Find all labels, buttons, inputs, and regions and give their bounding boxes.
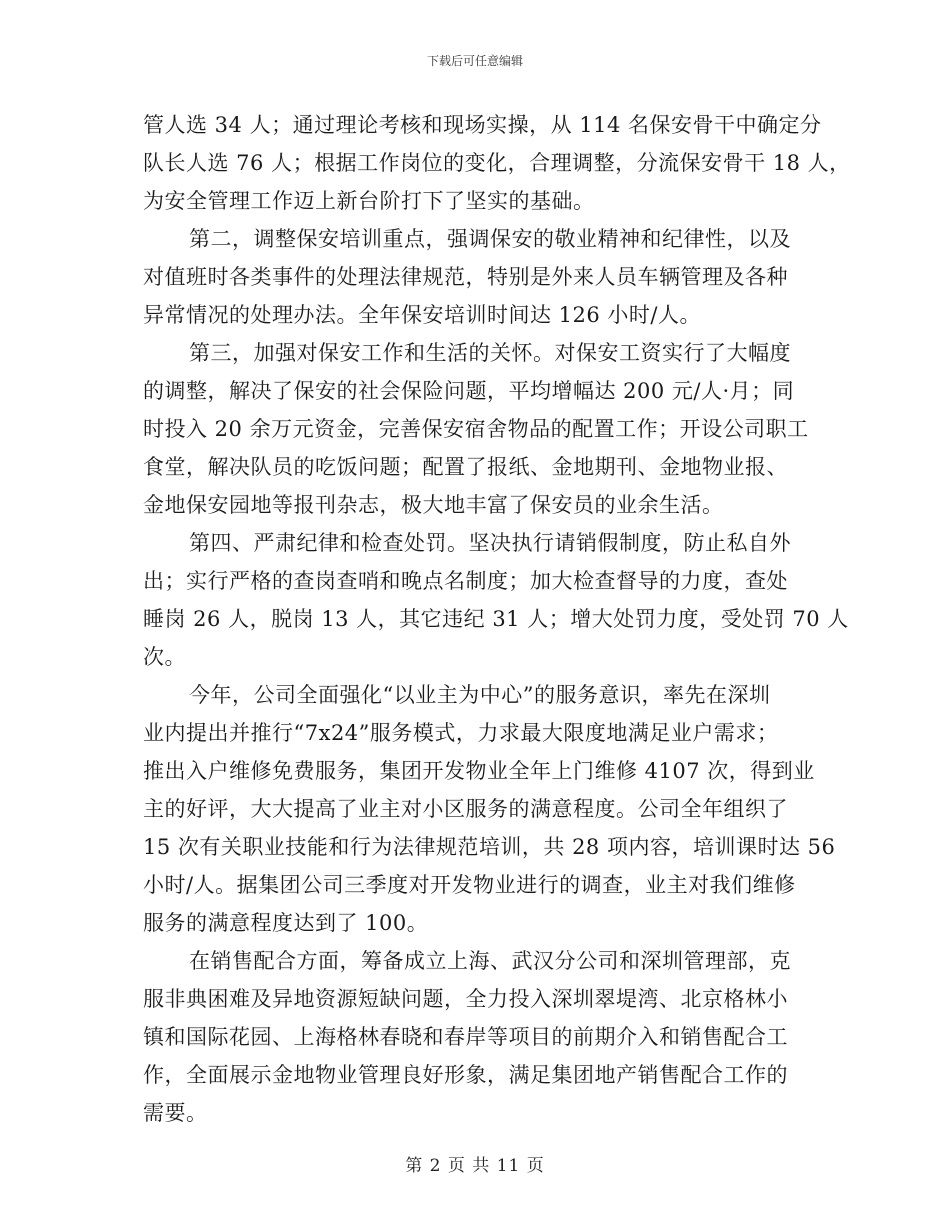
- text-line: 次。: [143, 645, 186, 669]
- text-line: 主的好评，大大提高了业主对小区服务的满意程度。公司全年组织了: [143, 797, 788, 821]
- paragraph-start-line: 第二，调整保安培训重点，强调保安的敬业精神和纪律性，以及: [189, 227, 791, 251]
- paragraph-start-line: 在销售配合方面，筹备成立上海、武汉分公司和深圳管理部，克: [189, 949, 791, 973]
- text-line: 管人选 34 人；通过理论考核和现场实操，从 114 名保安骨干中确定分: [143, 113, 822, 137]
- text-line: 队长人选 76 人；根据工作岗位的变化，合理调整，分流保安骨干 18 人，: [143, 151, 851, 175]
- text-line: 业内提出并推行“7x24”服务模式，力求最大限度地满足业户需求；: [143, 721, 779, 745]
- text-line: 需要。: [143, 1101, 208, 1125]
- text-line: 的调整，解决了保安的社会保险问题，平均增幅达 200 元/人·月；同: [143, 379, 795, 403]
- text-line: 服非典困难及异地资源短缺问题，全力投入深圳翠堤湾、北京格林小: [143, 987, 788, 1011]
- text-line: 镇和国际花园、上海格林春晓和春岸等项目的前期介入和销售配合工: [143, 1025, 788, 1049]
- text-line: 对值班时各类事件的处理法律规范，特别是外来人员车辆管理及各种: [143, 265, 788, 289]
- paragraph-start-line: 第三，加强对保安工作和生活的关怀。对保安工资实行了大幅度: [189, 341, 791, 365]
- text-line: 为安全管理工作迈上新台阶打下了坚实的基础。: [143, 189, 595, 213]
- text-line: 金地保安园地等报刊杂志，极大地丰富了保安员的业余生活。: [143, 493, 724, 517]
- text-line: 时投入 20 余万元资金，完善保安宿舍物品的配置工作；开设公司职工: [143, 417, 809, 441]
- page-number-footer: 第 2 页 共 11 页: [405, 1156, 545, 1176]
- text-line: 作，全面展示金地物业管理良好形象，满足集团地产销售配合工作的: [143, 1063, 788, 1087]
- paragraph-start-line: 今年，公司全面强化“以业主为中心”的服务意识，率先在深圳: [189, 683, 771, 707]
- text-line: 异常情况的处理办法。全年保安培训时间达 126 小时/人。: [143, 303, 702, 327]
- paragraph-start-line: 第四、严肃纪律和检查处罚。坚决执行请销假制度，防止私自外: [189, 531, 791, 555]
- text-line: 15 次有关职业技能和行为法律规范培训，共 28 项内容，培训课时达 56: [143, 835, 836, 859]
- text-line: 推出入户维修免费服务，集团开发物业全年上门维修 4107 次，得到业: [143, 759, 815, 783]
- text-line: 出；实行严格的查岗查哨和晚点名制度；加大检查督导的力度，查处: [143, 569, 788, 593]
- text-line: 食堂，解决队员的吃饭问题；配置了报纸、金地期刊、金地物业报、: [143, 455, 788, 479]
- page-header-note: 下载后可任意编辑: [426, 54, 523, 68]
- text-line: 小时/人。据集团公司三季度对开发物业进行的调查，业主对我们维修: [143, 873, 796, 897]
- text-line: 服务的满意程度达到了 100。: [143, 911, 429, 935]
- text-line: 睡岗 26 人，脱岗 13 人，其它违纪 31 人；增大处罚力度，受处罚 70 人: [143, 607, 849, 631]
- document-body: [143, 106, 851, 1132]
